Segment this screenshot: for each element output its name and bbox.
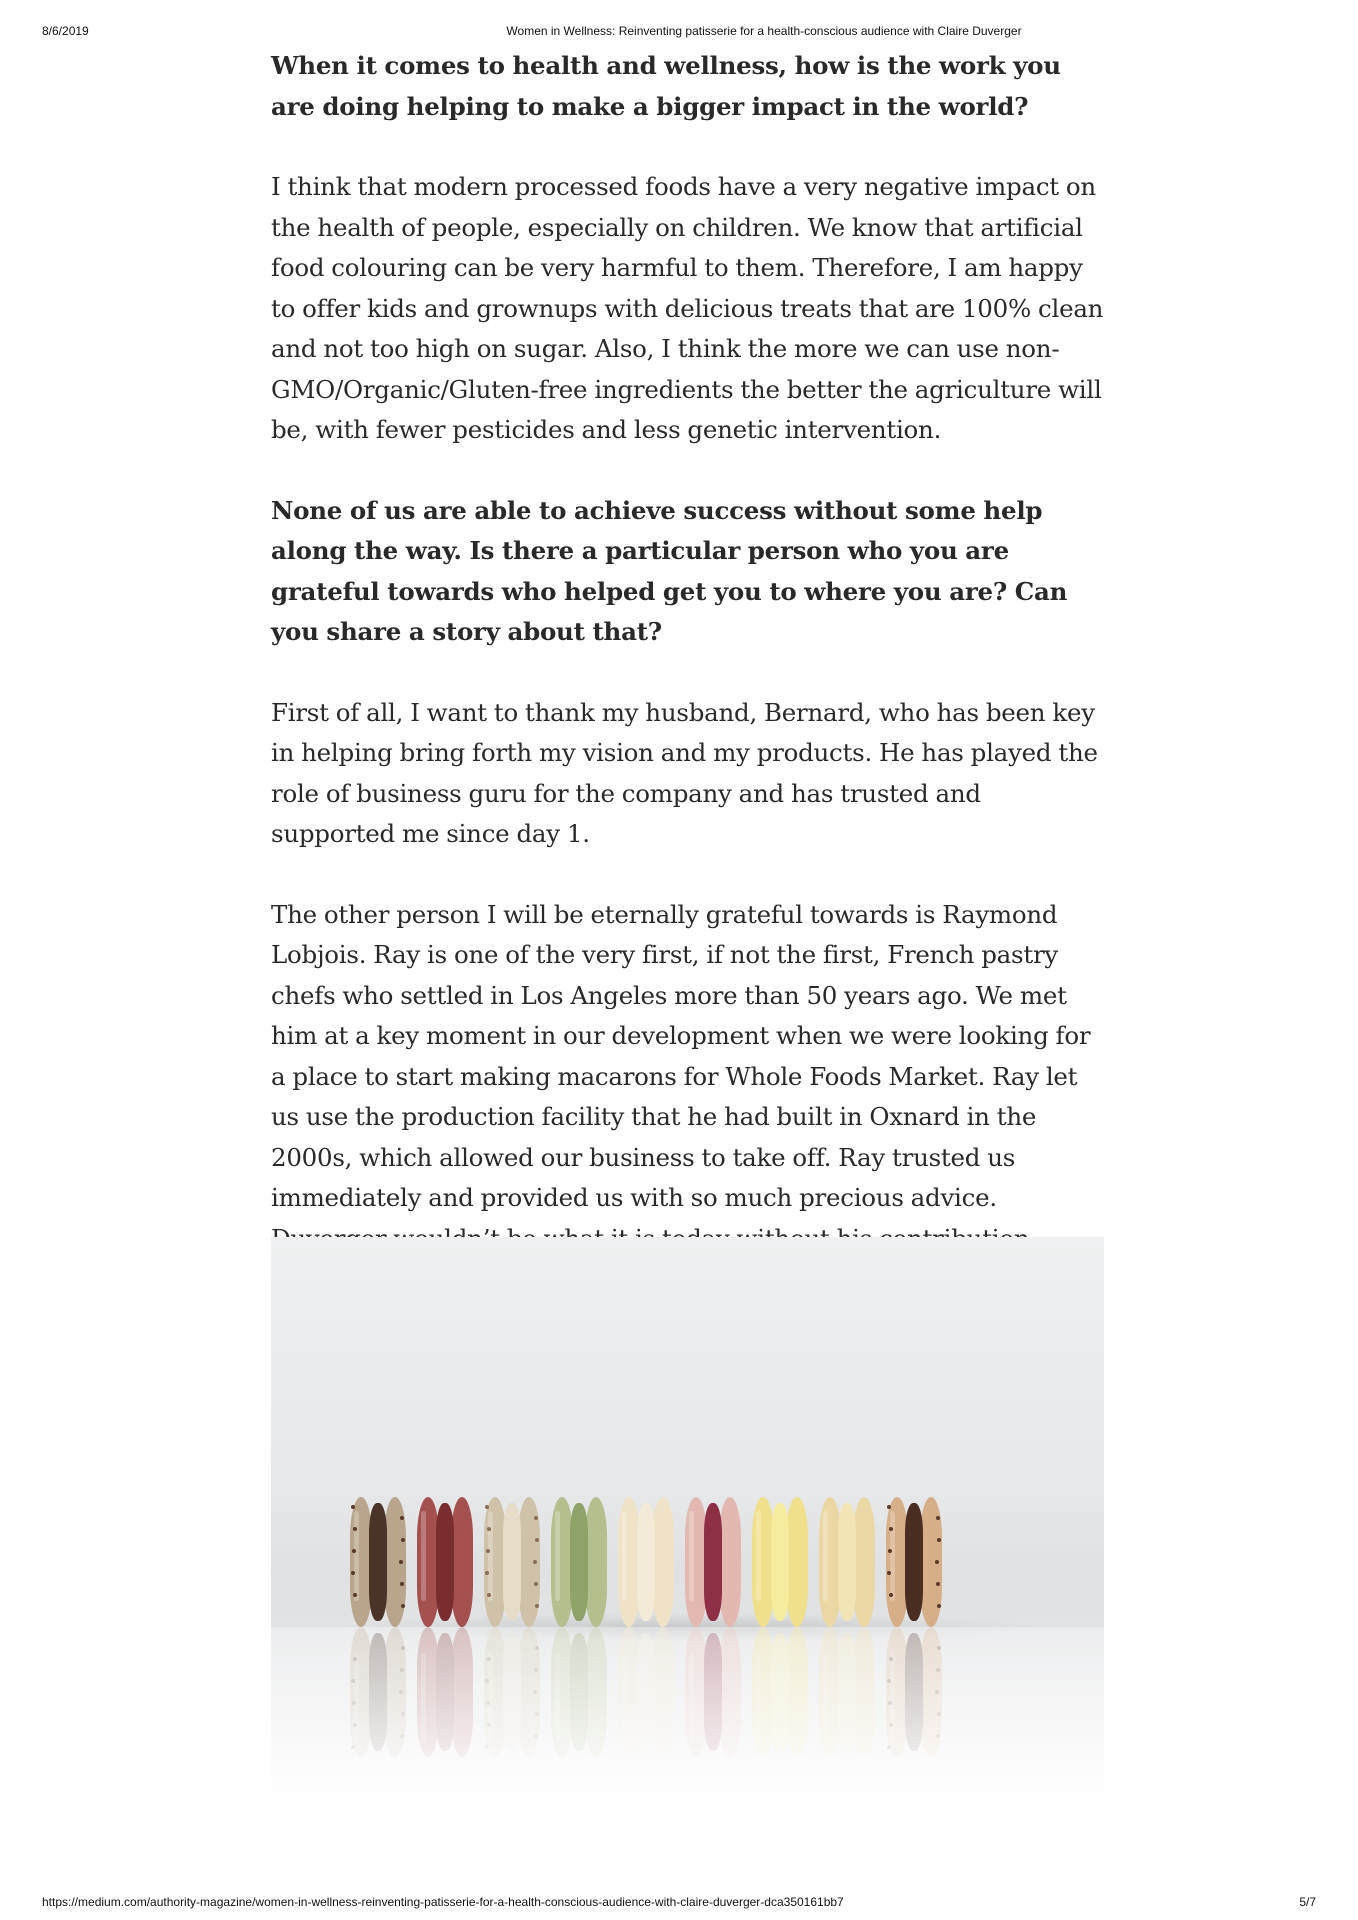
article-body [271, 46, 1105, 1259]
macarons-photo [271, 1237, 1104, 1792]
reflection-fade [271, 1627, 1104, 1792]
page-url: https://medium.com/authority-magazine/women-in-wellness-reinventing-patisserie-for-a-health-conscious-audience-with-claire-duverger-dca350161bb7 [42, 1895, 844, 1909]
macaron [886, 1497, 942, 1627]
macaron [484, 1497, 540, 1627]
interview-question: When it comes to health and wellness, how is the work you are doing helping to make a bigger impact in the world? [271, 51, 1061, 121]
macaron [819, 1497, 875, 1627]
macaron-row [350, 1497, 942, 1627]
interview-question: None of us are able to achieve success without some help along the way. Is there a particular person who you are grateful towards who helped get you to where you are? Can you share a story about that? [271, 495, 1068, 646]
print-footer [42, 1895, 1316, 1911]
macaron [350, 1497, 406, 1627]
print-header [42, 24, 1316, 40]
macaron [551, 1497, 607, 1627]
macaron [752, 1497, 808, 1627]
macarons-illustration [271, 1237, 1104, 1792]
print-page-title: Women in Wellness: Reinventing patisserie for a health-conscious audience with Claire Duverger [506, 24, 1022, 38]
interview-answer: First of all, I want to thank my husband, Bernard, who has been key in helping bring forth my vision and my products. He has played the role of business guru for the company and has trusted and supported me since day 1. [271, 697, 1098, 848]
print-date: 8/6/2019 [42, 24, 89, 38]
macaron [417, 1497, 473, 1627]
macaron [618, 1497, 674, 1627]
interview-answer: I think that modern processed foods have a very negative impact on the health of people, especially on children. We know that artificial food colouring can be very harmful to them. Therefore, I am happy to offer kids and grownups with delicious treats that are 100% clean and not too high on sugar. Also, I think the more we can use non-GMO/Organic/Gluten-free ingredients the better the agriculture will be, with fewer pesticides and less genetic intervention. [271, 172, 1104, 444]
page-number: 5/7 [1299, 1895, 1316, 1909]
interview-answer: The other person I will be eternally grateful towards is Raymond Lobjois. Ray is one of the very first, if not the first, French pastry chefs who settled in Los Angeles more than 50 years ago. We met him at a key moment in our development when we were looking for a place to start making macarons for Whole Foods Market. Ray let us use the production facility that he had built in Oxnard in the 2000s, which allowed our business to take off. Ray trusted us immediately and provided us with so much precious advice. [271, 899, 1091, 1212]
macaron [685, 1497, 741, 1627]
